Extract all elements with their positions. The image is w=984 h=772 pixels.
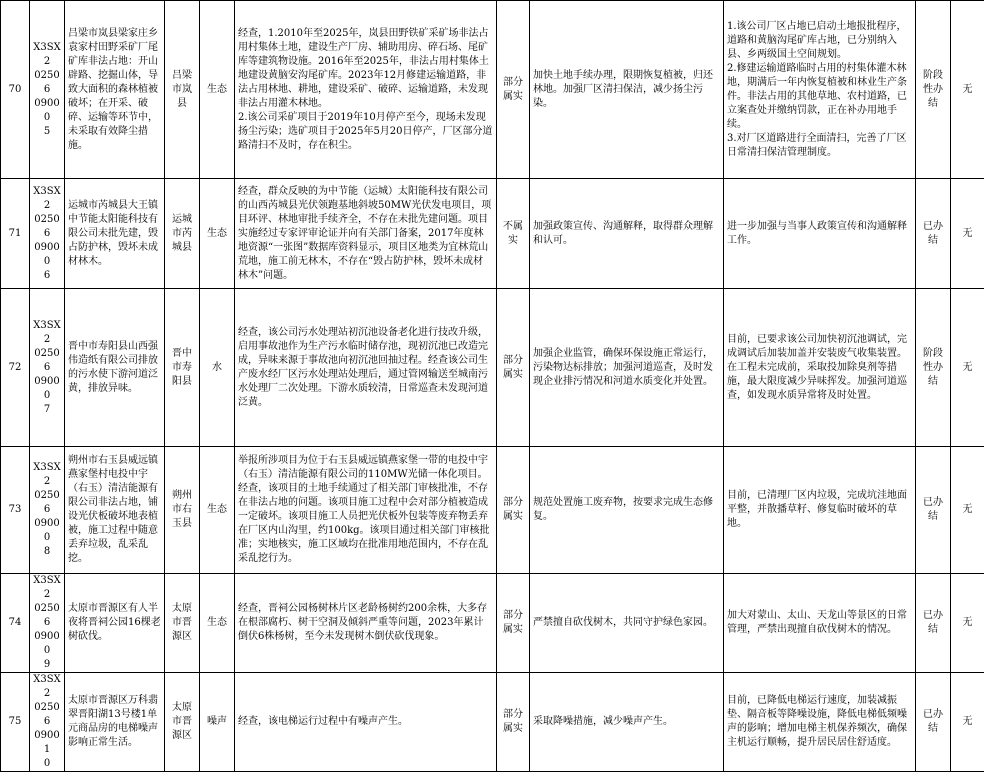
table-row xyxy=(1,289,984,447)
completion-status: 阶段性办结 xyxy=(916,1,951,179)
row-number: 70 xyxy=(1,1,30,179)
investigation-finding: 经查，晋祠公园杨树林片区老龄杨树约200余株，大多存在根部腐朽、树干空洞及倾斜严重等问题，2023年累计倒伏6株杨树，至今未发现树木倒伏砍伐现象。 xyxy=(235,574,497,673)
rectification-progress: 目前，已降低电梯运行速度，加装减振垫、隔音板等降噪设施，降低电梯低频噪声的影响；增加电梯主机保养频次，确保主机运行顺畅，提升居民居住舒适度。 xyxy=(724,673,916,772)
table-row xyxy=(1,179,984,289)
verdict: 不属实 xyxy=(497,179,530,289)
pollution-type: 生态 xyxy=(200,179,235,289)
completion-status: 已办结 xyxy=(916,673,951,772)
table-row xyxy=(1,673,984,772)
row-number: 71 xyxy=(1,179,30,289)
completion-status: 阶段性办结 xyxy=(916,289,951,447)
complaint-content: 太原市晋源区万科翡翠晋阳湖13号楼1单元商品房的电梯噪声影响正常生活。 xyxy=(65,673,165,772)
investigation-finding: 经查，群众反映的为中节能（运城）太阳能科技有限公司的山西芮城县光伏领跑基地斜坡50MW光伏发电项目，项目环评、林地审批手续齐全，不存在未批先建问题。项目实施经过专家评审论证并向有关部门备案，2017年度林地资源“一张图”数据库资料显示，项目区地类为宜林荒山荒地，施工前无林木，不存在“毁占防护林，毁坏未成材林木”问题。 xyxy=(235,179,497,289)
accountability: 无 xyxy=(951,179,984,289)
administrative-region: 运城市芮城县 xyxy=(165,179,200,289)
pollution-type: 水 xyxy=(200,289,235,447)
accountability: 无 xyxy=(951,289,984,447)
completion-status: 已办结 xyxy=(916,447,951,574)
table-row xyxy=(1,574,984,673)
rectification-progress: 目前，已要求该公司加快初沉池调试，完成调试后加装加盖并安装废气收集装置。在工程未完成前，采取投加除臭剂等措施，最大限度减少异味挥发。加强河道巡查，如发现水质异常将及时处置。 xyxy=(724,289,916,447)
pollution-type: 生态 xyxy=(200,574,235,673)
handling-opinion: 严禁擅自砍伐树木，共同守护绿色家园。 xyxy=(530,574,724,673)
handling-opinion: 加强政策宣传、沟通解释，取得群众理解和认可。 xyxy=(530,179,724,289)
handling-opinion: 加强企业监管，确保环保设施正常运行，污染物达标排放；加强河道巡查，及时发现企业排污情况和河道水质变化并处置。 xyxy=(530,289,724,447)
administrative-region: 朔州市右玉县 xyxy=(165,447,200,574)
rectification-progress: 1.该公司厂区占地已启动土地报批程序，道路和黄脑沟尾矿库占地，已分别纳入县、乡两级国土空间规划。 2.修建运输道路临时占用的村集体灌木林地，期满后一年内恢复植被和林业生产条件。非法占用的其他草地、农村道路，已立案查处并缴纳罚款，正在补办用地手续。 3.对厂区道路进行全面清扫，完善了厂区日常清扫保洁管理制度。 xyxy=(724,1,916,179)
case-code: X3SX2 02506 09000 7 xyxy=(30,289,65,447)
pollution-type: 生态 xyxy=(200,1,235,179)
row-number: 74 xyxy=(1,574,30,673)
rectification-progress: 加大对蒙山、太山、天龙山等景区的日常管理，严禁出现擅自砍伐树木的情况。 xyxy=(724,574,916,673)
handling-opinion: 加快土地手续办理，限期恢复植被，归还林地。加强厂区清扫保洁，减少扬尘污染。 xyxy=(530,1,724,179)
accountability: 无 xyxy=(951,574,984,673)
case-code: X3SX2 02506 09000 8 xyxy=(30,447,65,574)
verdict: 部分属实 xyxy=(497,447,530,574)
accountability: 无 xyxy=(951,447,984,574)
administrative-region: 太原市晋源区 xyxy=(165,673,200,772)
administrative-region: 太原市晋源区 xyxy=(165,574,200,673)
row-number: 72 xyxy=(1,289,30,447)
case-code: X3SX2 02506 09000 5 xyxy=(30,1,65,179)
row-number: 73 xyxy=(1,447,30,574)
complaint-content: 吕梁市岚县梁家庄乡袁家村田野采矿厂尾矿库非法占地：开山辟路、挖掘山体，导致大面积的森林植被破坏；在开采、破碎、运输等环节中，未采取有效降尘措施。 xyxy=(65,1,165,179)
case-code: X3SX2 02506 09001 0 xyxy=(30,673,65,772)
pollution-type: 噪声 xyxy=(200,673,235,772)
handling-opinion: 规范处置施工废弃物，按要求完成生态修复。 xyxy=(530,447,724,574)
investigation-finding: 举报所涉项目为位于右玉县威远镇燕家堡一带的电投中宇（右玉）清洁能源有限公司的110MW光储一体化项目。 经查，该项目的土地手续通过了相关部门审核批准，不存在非法占地的问题。该项目施工过程中会对部分植被造成一定破坏。该项目施工人员把光伏板外包装等废弃物丢弃在厂区内山沟里，约100kg。该项目通过相关部门审核批准；实地核实，施工区域均在批准用地范围内，不存在乱采乱挖行为。 xyxy=(235,447,497,574)
table-row xyxy=(1,447,984,574)
handling-opinion: 采取降噪措施，减少噪声产生。 xyxy=(530,673,724,772)
administrative-region: 晋中市寿阳县 xyxy=(165,289,200,447)
rectification-progress: 进一步加强与当事人政策宣传和沟通解释工作。 xyxy=(724,179,916,289)
investigation-finding: 经查，该电梯运行过程中有噪声产生。 xyxy=(235,673,497,772)
completion-status: 已办结 xyxy=(916,179,951,289)
accountability: 无 xyxy=(951,1,984,179)
row-number: 75 xyxy=(1,673,30,772)
complaint-content: 晋中市寿阳县山西强伟造纸有限公司排放的污水使下游河道泛黄，排放异味。 xyxy=(65,289,165,447)
rectification-progress: 目前，已清理厂区内垃圾，完成坑洼地面平整，并散播草籽、修复临时破坏的草地。 xyxy=(724,447,916,574)
verdict: 部分属实 xyxy=(497,289,530,447)
complaint-content: 朔州市右玉县威远镇燕家堡村电投中宇（右玉）清洁能源有限公司非法占地，铺设光伏板破坏地表植被，施工过程中随意丢弃垃圾，乱采乱挖。 xyxy=(65,447,165,574)
complaint-content: 太原市晋源区有人半夜将晋祠公园16棵老树砍伐。 xyxy=(65,574,165,673)
completion-status: 已办结 xyxy=(916,574,951,673)
pollution-type: 生态 xyxy=(200,447,235,574)
case-code: X3SX2 02506 09000 9 xyxy=(30,574,65,673)
verdict: 部分属实 xyxy=(497,1,530,179)
investigation-finding: 经查，1.2010年至2025年，岚县田野铁矿采矿场非法占用村集体土地，建设生产厂房、辅助用房、碎石场、尾矿库等建筑物设施。2016年至2025年，非法占用村集体土地建设黄脑安沟尾矿库。2023年12月修建运输道路，非法占用林地、耕地，建设采矿、破碎、运输道路，未发现非法占用灌木林地。 2.该公司采矿项目于2019年10月停产至今，现场未发现扬尘污染；选矿项目于2025年5月20日停产，厂区部分道路清扫不及时，存在积尘。 xyxy=(235,1,497,179)
complaint-content: 运城市芮城县大王镇中节能太阳能科技有限公司未批先建，毁占防护林，毁坏未成材林木。 xyxy=(65,179,165,289)
case-code: X3SX2 02506 09000 6 xyxy=(30,179,65,289)
administrative-region: 吕梁市岚县 xyxy=(165,1,200,179)
verdict: 部分属实 xyxy=(497,574,530,673)
table-row xyxy=(1,1,984,179)
accountability: 无 xyxy=(951,673,984,772)
investigation-finding: 经查，该公司污水处理站初沉池设备老化进行技改升级，启用事故池作为生产污水临时储存池，现初沉池已改造完成，异味来源于事故池向初沉池回抽过程。经查该公司生产废水经厂区污水处理站处理后，通过管网输送至城南污水处理厂二次处理。下游水质较清，日常巡查未发现河道泛黄。 xyxy=(235,289,497,447)
verdict: 部分属实 xyxy=(497,673,530,772)
